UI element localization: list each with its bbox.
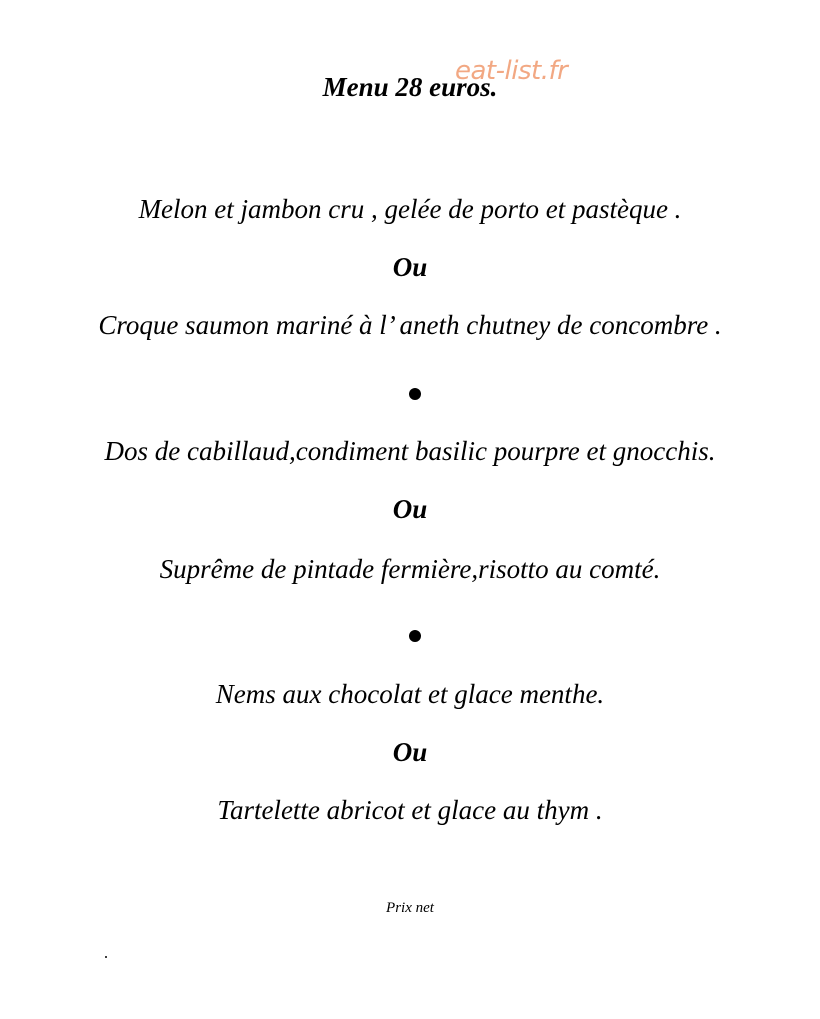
dessert-option-1: Nems aux chocolat et glace menthe. [215,679,605,709]
main-separator: Ou [392,494,428,524]
course-divider-bullet [409,630,421,642]
menu-title: Menu 28 euros. [322,72,498,102]
dessert-separator: Ou [392,737,428,767]
watermark-logo: eat-list.fr [455,56,568,86]
starter-option-2: Croque saumon mariné à l’ aneth chutney de concombre . [98,310,722,340]
main-option-1: Dos de cabillaud,condiment basilic pourpre et gnocchis. [104,436,716,466]
dessert-option-2: Tartelette abricot et glace au thym . [217,795,603,825]
starter-option-1: Melon et jambon cru , gelée de porto et pastèque . [138,194,682,224]
footer-dot [105,956,107,958]
course-divider-bullet [409,388,421,400]
starter-separator: Ou [392,252,428,282]
main-option-2: Suprême de pintade fermière,risotto au comté. [159,554,661,584]
price-note: Prix net [386,900,434,916]
